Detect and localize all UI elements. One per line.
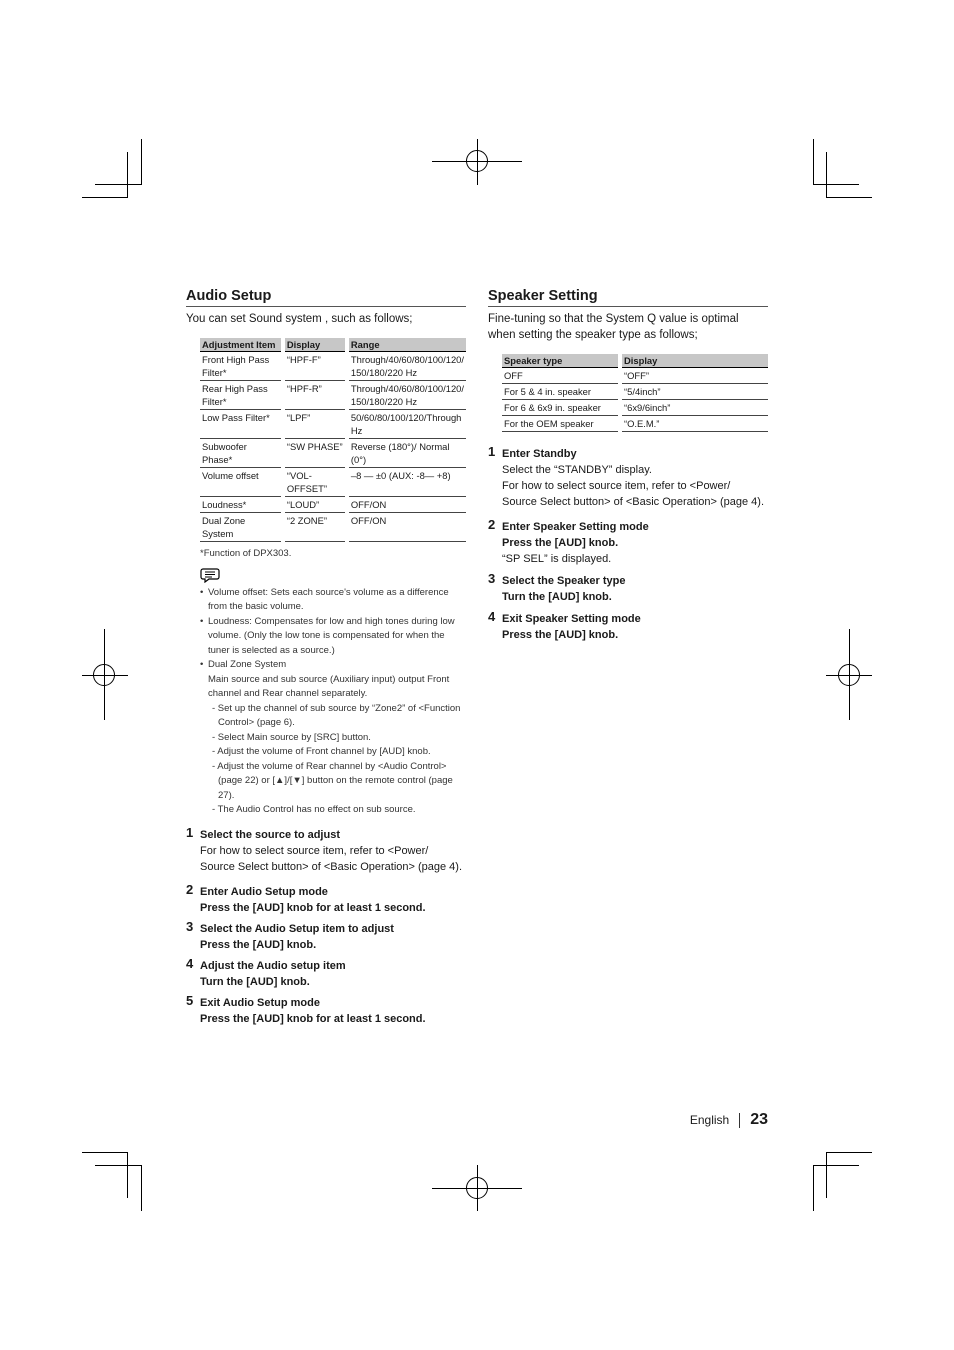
note-icon — [200, 567, 220, 583]
step-4 — [186, 955, 466, 990]
list-item: - Adjust the volume of Front channel by [AUD] knob. — [212, 746, 431, 757]
step-number: 5 — [186, 992, 194, 1008]
table-cell: “2 ZONE” — [283, 513, 347, 542]
step-number: 2 — [488, 517, 496, 532]
step-3 — [488, 573, 768, 605]
step-number: 1 — [488, 444, 496, 459]
table-cell: OFF/ON — [347, 513, 466, 542]
step-1 — [186, 824, 466, 875]
table-row — [502, 384, 768, 400]
list-item: • Loudness: Compensates for low and high tones during low volume. (Only the low tone is compensated for when the tuner is selected as a source.) — [200, 615, 455, 656]
speaker-type-table — [502, 354, 768, 432]
list-item: - Set up the channel of sub source by “Zone2” of <Function Control> (page 6). — [212, 702, 461, 728]
table-cell: “HPF-F” — [283, 352, 347, 381]
step-2 — [488, 519, 768, 567]
table-cell: Volume offset — [200, 468, 283, 497]
table-row — [200, 381, 466, 410]
step-action: Turn the [AUD] knob. — [200, 975, 310, 988]
step-desc: For how to select source item, refer to <Power/ Source Select button> of <Basic Operation> (page 4). — [200, 844, 463, 873]
step-desc: For how to select source item, refer to <Power/ Source Select button> of <Basic Operation> (page 4). — [502, 480, 765, 508]
list-item: • Dual Zone System — [200, 659, 287, 670]
note-text: Dual Zone System — [208, 659, 287, 670]
step-4 — [488, 611, 768, 643]
audio-setup-section — [186, 288, 466, 1027]
list-item: • Volume offset: Sets each source's volume as a difference from the basic volume. — [200, 586, 449, 612]
page-number: 23 — [750, 1111, 768, 1128]
table-header: Display — [620, 354, 768, 368]
step-desc: “SP SEL” is displayed. — [502, 553, 612, 565]
step-action: Press the [AUD] knob for at least 1 second. — [200, 1012, 426, 1025]
table-cell: –8 — ±0 (AUX: -8— +8) — [347, 468, 466, 497]
table-cell: “VOL-OFFSET” — [283, 468, 347, 497]
audio-setup-table — [200, 338, 466, 542]
table-cell: Reverse (180°)/ Normal (0°) — [347, 439, 466, 468]
table-cell: “HPF-R” — [283, 381, 347, 410]
table-cell: Loudness* — [200, 497, 283, 513]
step-number: 3 — [186, 918, 194, 934]
table-cell: Through/40/60/80/100/120/ 150/180/220 Hz — [347, 352, 466, 381]
table-cell: For 6 & 6x9 in. speaker — [502, 400, 620, 416]
list-item: - Select Main source by [SRC] button. — [212, 731, 371, 743]
table-cell: “LOUD” — [283, 497, 347, 513]
notes-list — [200, 586, 466, 818]
section-title: Speaker Setting — [488, 288, 768, 307]
table-header: Adjustment Item — [200, 338, 283, 352]
table-row — [502, 416, 768, 432]
step-number: 4 — [186, 955, 194, 971]
step-5 — [186, 992, 466, 1027]
table-row — [200, 410, 466, 439]
step-desc: Select the “STANDBY” display. — [502, 464, 652, 476]
list-item: - The Audio Control has no effect on sub source. — [212, 804, 416, 815]
step-action: Turn the [AUD] knob. — [502, 591, 612, 603]
footnote: *Function of DPX303. — [200, 548, 292, 559]
table-cell: “LPF” — [283, 410, 347, 439]
table-row — [200, 513, 466, 542]
step-action: Press the [AUD] knob. — [502, 629, 619, 641]
table-cell: 50/60/80/100/120/Through Hz — [347, 410, 466, 439]
language-label: English — [689, 1113, 730, 1127]
table-cell: For the OEM speaker — [502, 416, 620, 432]
table-cell: Rear High Pass Filter* — [200, 381, 283, 410]
list-item: - Adjust the volume of Rear channel by <Audio Control> (page 22) or [▲]/[▼] button on the remote control (page 27). — [212, 760, 453, 801]
table-row — [200, 352, 466, 381]
step-number: 4 — [488, 609, 496, 624]
table-cell: “6x9/6inch” — [620, 400, 768, 416]
table-cell: Low Pass Filter* — [200, 410, 283, 439]
step-3 — [186, 918, 466, 953]
table-row — [200, 468, 466, 497]
step-2 — [186, 881, 466, 916]
step-title: Select the source to adjust — [200, 828, 340, 841]
step-number: 3 — [488, 571, 496, 586]
step-number: 2 — [186, 881, 194, 897]
step-title: Enter Audio Setup mode — [200, 885, 328, 898]
table-header: Range — [347, 338, 466, 352]
table-cell: Dual Zone System — [200, 513, 283, 542]
table-cell: Through/40/60/80/100/120/ 150/180/220 Hz — [347, 381, 466, 410]
step-title: Enter Standby — [502, 448, 577, 460]
table-cell: OFF — [502, 368, 620, 384]
table-row — [502, 400, 768, 416]
dual-zone-text: Main source and sub source (Auxiliary input) output Front channel and Rear channel separately. — [208, 673, 450, 699]
table-cell: OFF/ON — [347, 497, 466, 513]
step-action: Press the [AUD] knob for at least 1 second. — [200, 901, 426, 914]
table-cell: “O.E.M.” — [620, 416, 768, 432]
speaker-setting-section — [488, 288, 768, 643]
table-cell: For 5 & 4 in. speaker — [502, 384, 620, 400]
table-cell: “SW PHASE” — [283, 439, 347, 468]
step-title: Adjust the Audio setup item — [200, 959, 346, 972]
note-text: Volume offset: Sets each source's volume as a difference from the basic volume. — [208, 586, 449, 612]
step-title: Select the Audio Setup item to adjust — [200, 922, 394, 935]
table-cell: Subwoofer Phase* — [200, 439, 283, 468]
table-row — [200, 439, 466, 468]
section-title: Audio Setup — [186, 288, 466, 307]
step-title: Exit Audio Setup mode — [200, 996, 320, 1009]
note-text: Loudness: Compensates for low and high tones during low volume. (Only the low tone is compensated for when the tuner is selected as a source.) — [208, 615, 455, 656]
footer-divider — [739, 1113, 740, 1128]
page-footer — [690, 1111, 768, 1129]
table-cell: “5/4inch” — [620, 384, 768, 400]
step-number: 1 — [186, 824, 194, 840]
table-row — [502, 368, 768, 384]
step-1 — [488, 446, 768, 510]
intro-text: Fine-tuning so that the System Q value is optimal when setting the speaker type as follows; — [488, 313, 739, 341]
table-row — [200, 497, 466, 513]
intro-text: You can set Sound system , such as follows; — [186, 313, 413, 325]
table-header: Display — [283, 338, 347, 352]
steps — [488, 446, 768, 643]
step-title: Exit Speaker Setting mode — [502, 613, 641, 625]
steps — [186, 824, 466, 1027]
step-title: Enter Speaker Setting mode — [502, 521, 649, 533]
dual-zone-items — [200, 702, 466, 818]
table-header: Speaker type — [502, 354, 620, 368]
table-cell: Front High Pass Filter* — [200, 352, 283, 381]
step-action: Press the [AUD] knob. — [200, 938, 317, 951]
step-title: Select the Speaker type — [502, 575, 626, 587]
step-action: Press the [AUD] knob. — [502, 537, 619, 549]
table-cell: “OFF” — [620, 368, 768, 384]
